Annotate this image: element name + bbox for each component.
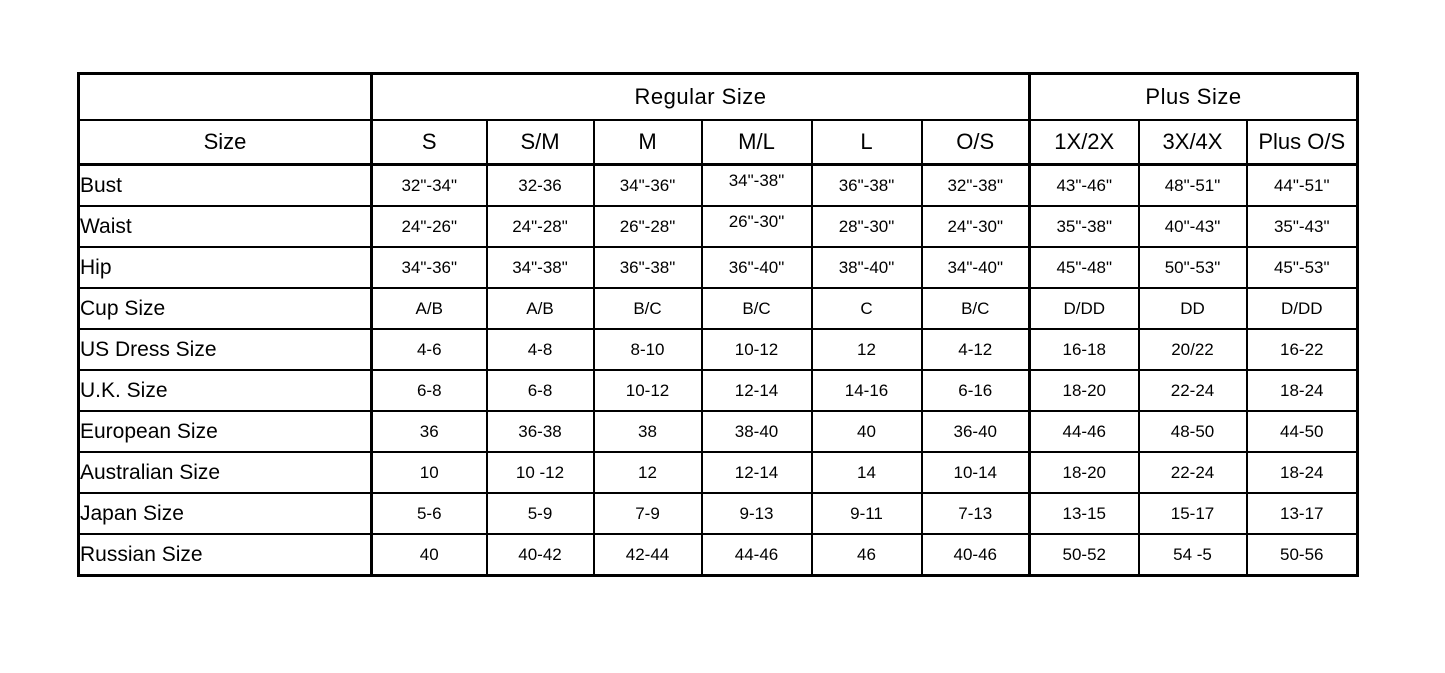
cell: 5-6 bbox=[372, 493, 487, 534]
cell: 36-40 bbox=[922, 411, 1030, 452]
row-label-hip: Hip bbox=[79, 247, 372, 288]
cell: 10 -12 bbox=[487, 452, 594, 493]
cell: 6-8 bbox=[487, 370, 594, 411]
table-head bbox=[79, 74, 1358, 165]
cell: 38-40 bbox=[702, 411, 812, 452]
cell: B/C bbox=[594, 288, 702, 329]
cell: 16-18 bbox=[1030, 329, 1139, 370]
cell: 35"-38" bbox=[1030, 206, 1139, 247]
cell: 12 bbox=[812, 329, 922, 370]
column-header-3x-4x: 3X/4X bbox=[1139, 120, 1247, 165]
cell: 16-22 bbox=[1247, 329, 1358, 370]
cell: 10-14 bbox=[922, 452, 1030, 493]
cell: 44-50 bbox=[1247, 411, 1358, 452]
table-row bbox=[79, 370, 1358, 411]
cell: 28"-30" bbox=[812, 206, 922, 247]
cell: 45"-48" bbox=[1030, 247, 1139, 288]
cell: 24"-28" bbox=[487, 206, 594, 247]
cell: 32-36 bbox=[487, 165, 594, 207]
cell: 34"-36" bbox=[594, 165, 702, 207]
cell: 7-9 bbox=[594, 493, 702, 534]
cell: 14-16 bbox=[812, 370, 922, 411]
row-label-russian-size: Russian Size bbox=[79, 534, 372, 576]
cell: 18-20 bbox=[1030, 370, 1139, 411]
cell: 36-38 bbox=[487, 411, 594, 452]
cell: 50-52 bbox=[1030, 534, 1139, 576]
size-chart-table bbox=[77, 72, 1359, 577]
cell: 15-17 bbox=[1139, 493, 1247, 534]
cell: D/DD bbox=[1247, 288, 1358, 329]
cell: 38 bbox=[594, 411, 702, 452]
cell: 10-12 bbox=[702, 329, 812, 370]
cell: 22-24 bbox=[1139, 370, 1247, 411]
column-header-o-s: O/S bbox=[922, 120, 1030, 165]
cell: B/C bbox=[922, 288, 1030, 329]
cell: 34"-38" bbox=[487, 247, 594, 288]
table-row bbox=[79, 411, 1358, 452]
cell: 36"-40" bbox=[702, 247, 812, 288]
cell: 12 bbox=[594, 452, 702, 493]
cell: 18-24 bbox=[1247, 370, 1358, 411]
cell: 18-20 bbox=[1030, 452, 1139, 493]
column-header-m: M bbox=[594, 120, 702, 165]
cell: 40 bbox=[812, 411, 922, 452]
cell: 45"-53" bbox=[1247, 247, 1358, 288]
corner-cell bbox=[79, 74, 372, 121]
cell: 44"-51" bbox=[1247, 165, 1358, 207]
cell: 50"-53" bbox=[1139, 247, 1247, 288]
cell: 12-14 bbox=[702, 370, 812, 411]
cell: 32"-38" bbox=[922, 165, 1030, 207]
cell: 54 -5 bbox=[1139, 534, 1247, 576]
cell: 12-14 bbox=[702, 452, 812, 493]
group-header-row bbox=[79, 74, 1358, 121]
table-row bbox=[79, 206, 1358, 247]
column-header-s-m: S/M bbox=[487, 120, 594, 165]
cell: 5-9 bbox=[487, 493, 594, 534]
cell: 35"-43" bbox=[1247, 206, 1358, 247]
cell: C bbox=[812, 288, 922, 329]
cell: 10-12 bbox=[594, 370, 702, 411]
row-label-european-size: European Size bbox=[79, 411, 372, 452]
cell: 4-6 bbox=[372, 329, 487, 370]
cell: 26"-28" bbox=[594, 206, 702, 247]
column-header-row bbox=[79, 120, 1358, 165]
column-header-plus-o-s: Plus O/S bbox=[1247, 120, 1358, 165]
cell: 40-46 bbox=[922, 534, 1030, 576]
cell: 8-10 bbox=[594, 329, 702, 370]
table-row bbox=[79, 452, 1358, 493]
row-label-australian-size: Australian Size bbox=[79, 452, 372, 493]
table-row bbox=[79, 493, 1358, 534]
column-header-1x-2x: 1X/2X bbox=[1030, 120, 1139, 165]
cell: 50-56 bbox=[1247, 534, 1358, 576]
table-body bbox=[79, 165, 1358, 576]
table-row bbox=[79, 165, 1358, 207]
cell: A/B bbox=[487, 288, 594, 329]
cell: 44-46 bbox=[1030, 411, 1139, 452]
cell: 34"-38" bbox=[702, 165, 812, 207]
cell: 40"-43" bbox=[1139, 206, 1247, 247]
cell: 14 bbox=[812, 452, 922, 493]
row-label-bust: Bust bbox=[79, 165, 372, 207]
table-row bbox=[79, 534, 1358, 576]
cell: 40 bbox=[372, 534, 487, 576]
row-label-waist: Waist bbox=[79, 206, 372, 247]
cell: 48"-51" bbox=[1139, 165, 1247, 207]
cell: 36"-38" bbox=[812, 165, 922, 207]
cell: 36 bbox=[372, 411, 487, 452]
column-header-l: L bbox=[812, 120, 922, 165]
cell: 44-46 bbox=[702, 534, 812, 576]
cell: 34"-36" bbox=[372, 247, 487, 288]
cell: 20/22 bbox=[1139, 329, 1247, 370]
row-label-japan-size: Japan Size bbox=[79, 493, 372, 534]
row-label-us-dress-size: US Dress Size bbox=[79, 329, 372, 370]
cell: 22-24 bbox=[1139, 452, 1247, 493]
cell: 36"-38" bbox=[594, 247, 702, 288]
column-header-size: Size bbox=[79, 120, 372, 165]
cell: 24"-30" bbox=[922, 206, 1030, 247]
cell: 7-13 bbox=[922, 493, 1030, 534]
column-header-s: S bbox=[372, 120, 487, 165]
cell: B/C bbox=[702, 288, 812, 329]
row-label-u-k-size: U.K. Size bbox=[79, 370, 372, 411]
cell: 43"-46" bbox=[1030, 165, 1139, 207]
cell: 48-50 bbox=[1139, 411, 1247, 452]
cell: 46 bbox=[812, 534, 922, 576]
cell: 9-13 bbox=[702, 493, 812, 534]
cell: D/DD bbox=[1030, 288, 1139, 329]
size-chart bbox=[77, 72, 1359, 577]
cell: 32"-34" bbox=[372, 165, 487, 207]
cell: 40-42 bbox=[487, 534, 594, 576]
cell: 6-16 bbox=[922, 370, 1030, 411]
column-header-m-l: M/L bbox=[702, 120, 812, 165]
cell: 13-17 bbox=[1247, 493, 1358, 534]
cell: A/B bbox=[372, 288, 487, 329]
table-row bbox=[79, 329, 1358, 370]
row-label-cup-size: Cup Size bbox=[79, 288, 372, 329]
cell: DD bbox=[1139, 288, 1247, 329]
cell: 24"-26" bbox=[372, 206, 487, 247]
cell: 13-15 bbox=[1030, 493, 1139, 534]
regular-size-header: Regular Size bbox=[372, 74, 1030, 121]
cell: 38"-40" bbox=[812, 247, 922, 288]
cell: 18-24 bbox=[1247, 452, 1358, 493]
cell: 4-8 bbox=[487, 329, 594, 370]
cell: 9-11 bbox=[812, 493, 922, 534]
table-row bbox=[79, 288, 1358, 329]
cell: 26"-30" bbox=[702, 206, 812, 247]
cell: 34"-40" bbox=[922, 247, 1030, 288]
plus-size-header: Plus Size bbox=[1030, 74, 1358, 121]
cell: 6-8 bbox=[372, 370, 487, 411]
cell: 42-44 bbox=[594, 534, 702, 576]
cell: 4-12 bbox=[922, 329, 1030, 370]
table-row bbox=[79, 247, 1358, 288]
cell: 10 bbox=[372, 452, 487, 493]
